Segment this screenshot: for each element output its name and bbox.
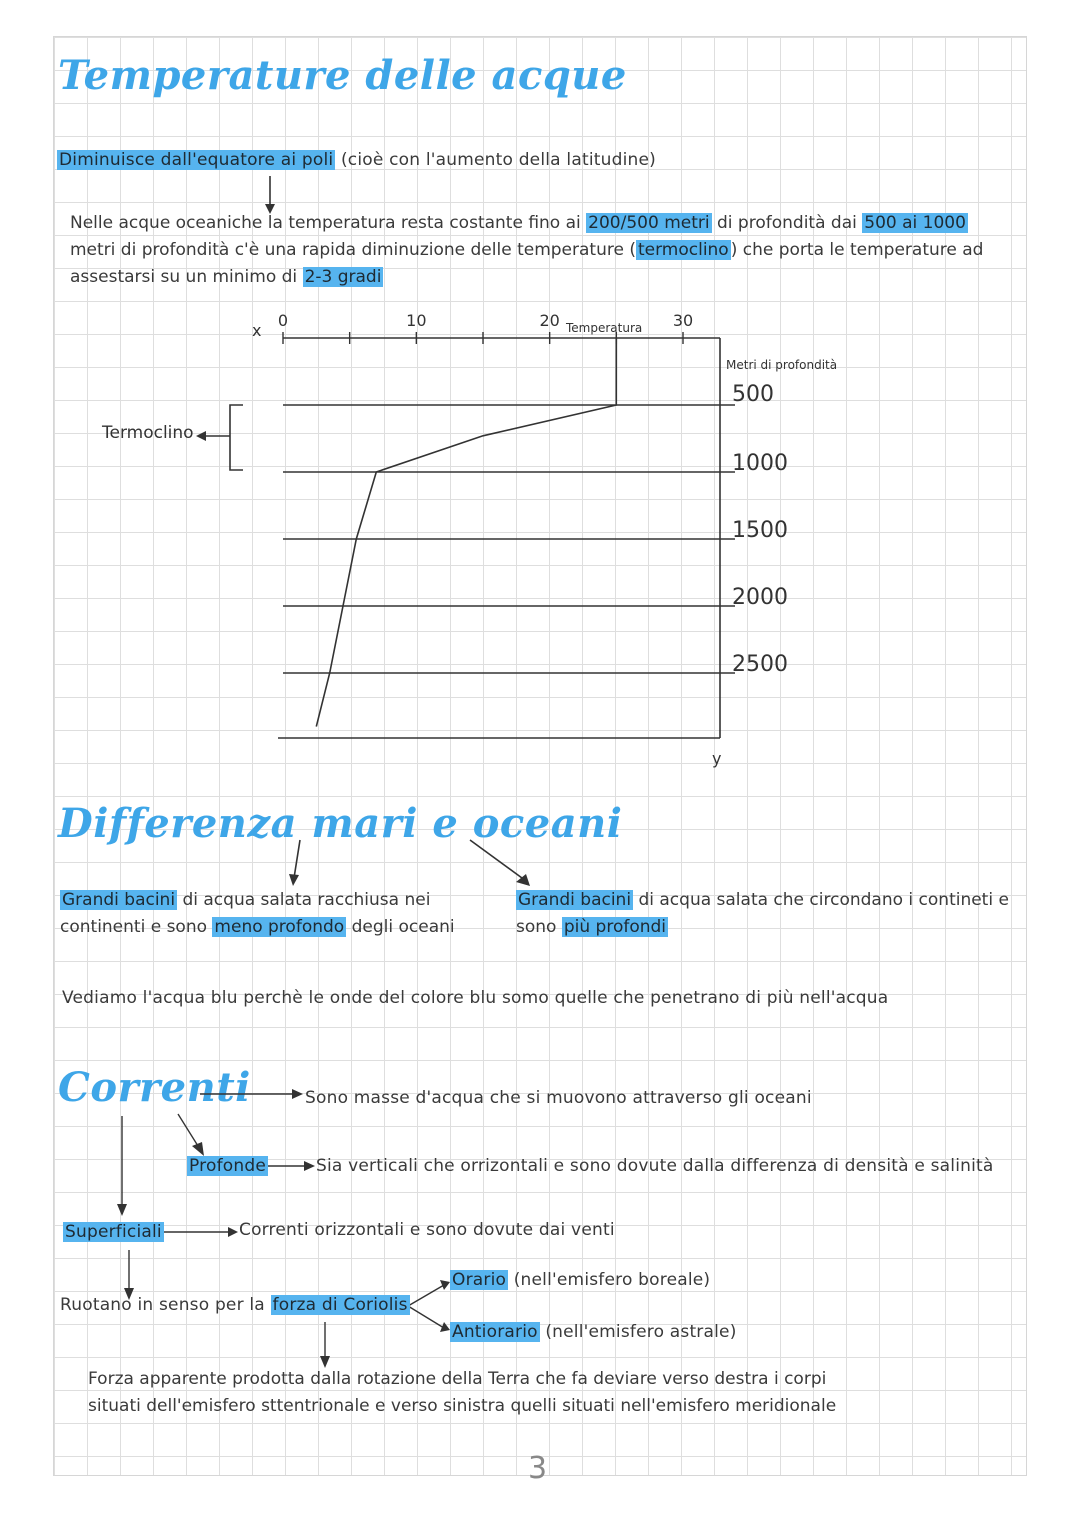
x-axis-letter: x xyxy=(252,321,262,340)
para-text: Nelle acque oceaniche la temperatura resta costante fino ai xyxy=(70,213,587,233)
superficiali-label xyxy=(63,1222,164,1242)
arrow-down-icon xyxy=(289,874,299,886)
arrow-right-icon xyxy=(304,1161,315,1171)
arrow-down-right-icon xyxy=(192,1142,204,1156)
highlight: più profondi xyxy=(563,917,667,937)
highlight: meno profondo xyxy=(214,917,345,937)
section-title-differenza: Differenza mari e oceani xyxy=(58,800,623,847)
differenza-arrows xyxy=(0,830,1080,890)
page-number: 3 xyxy=(528,1451,548,1486)
y-axis-letter: y xyxy=(712,749,722,768)
coriolis-definition: Forza apparente prodotta dalla rotazione della Terra che fa deviare verso destra i corpi situati dell'emisfero sttentrionale e verso sinistra quelli situati nell'emisfero meridionale xyxy=(88,1369,837,1416)
highlight: Diminuisce dall'equatore ai poli xyxy=(59,150,334,170)
superficiali-definition: Correnti orizzontali e sono dovute dai venti xyxy=(239,1220,615,1240)
highlight: Antiorario xyxy=(452,1322,538,1342)
arrow-down-icon xyxy=(117,1204,127,1216)
highlight: 2-3 gradi xyxy=(304,267,382,287)
highlight: Grandi bacini xyxy=(62,890,176,910)
para-text: di acqua salata che circondano i contineti e sono xyxy=(516,890,1009,937)
x-axis-label: Temperatura xyxy=(566,321,643,335)
temperature-curve xyxy=(316,338,616,727)
y-tick-label: 2000 xyxy=(732,585,788,610)
y-tick-label: 1000 xyxy=(732,451,788,476)
y-axis-label: Metri di profondità xyxy=(726,358,838,372)
arrow-up-right-icon xyxy=(440,1280,450,1290)
x-tick-label: 0 xyxy=(277,311,289,330)
thermocline-label: Termoclino xyxy=(102,423,194,443)
x-tick-label: 20 xyxy=(539,311,560,330)
arrow-left-icon xyxy=(196,431,206,441)
mari-definition xyxy=(60,887,480,941)
orario-rest: (nell'emisfero boreale) xyxy=(508,1270,711,1290)
arrow-right-icon xyxy=(292,1089,303,1099)
orario-line xyxy=(450,1270,710,1290)
arrow-right-icon xyxy=(228,1227,238,1237)
x-tick-label: 30 xyxy=(672,311,694,330)
highlight: 200/500 metri xyxy=(588,213,710,233)
thermocline-bracket xyxy=(230,405,243,470)
summary-rest: (cioè con l'aumento della latitudine) xyxy=(335,150,656,170)
ruotano-text: Ruotano in senso per la xyxy=(60,1295,271,1315)
para-text: ) che porta le temperature ad assestarsi su un minimo di xyxy=(70,240,984,287)
para-text: degli oceani xyxy=(346,917,455,937)
highlight: Grandi bacini xyxy=(518,890,632,910)
ruotano-line xyxy=(60,1295,410,1315)
oceani-definition xyxy=(516,887,1016,941)
para-text: di profondità dai xyxy=(711,213,863,233)
antiorario-line xyxy=(450,1322,737,1342)
para-text: di acqua salata racchiusa nei continenti e sono xyxy=(60,890,431,937)
highlight: Profonde xyxy=(189,1156,266,1176)
correnti-definition: Sono masse d'acqua che si muovono attraverso gli oceani xyxy=(305,1088,812,1108)
antiorario-rest: (nell'emisfero astrale) xyxy=(539,1322,737,1342)
highlight: termoclino xyxy=(637,240,729,260)
para-text: metri di profondità c'è una rapida diminuzione delle temperature ( xyxy=(70,240,636,260)
y-tick-label: 2500 xyxy=(732,652,788,677)
highlight: Orario xyxy=(452,1270,507,1290)
highlight: forza di Coriolis xyxy=(272,1295,408,1315)
x-tick-label: 10 xyxy=(406,311,427,330)
section-title-correnti: Correnti xyxy=(58,1064,251,1111)
highlight: Superficiali xyxy=(65,1222,162,1242)
blue-water-note: Vediamo l'acqua blu perchè le onde del colore blu somo quelle che penetrano di più nell'acqua xyxy=(62,988,889,1008)
section-title-temperature: Temperature delle acque xyxy=(58,52,627,99)
profonde-definition: Sia verticali che orrizontali e sono dovute dalla differenza di densità e salinità xyxy=(316,1156,994,1176)
y-tick-label: 1500 xyxy=(732,518,788,543)
highlight: 500 ai 1000 xyxy=(864,213,966,233)
profonde-label xyxy=(187,1156,268,1176)
y-tick-label: 500 xyxy=(732,382,774,407)
